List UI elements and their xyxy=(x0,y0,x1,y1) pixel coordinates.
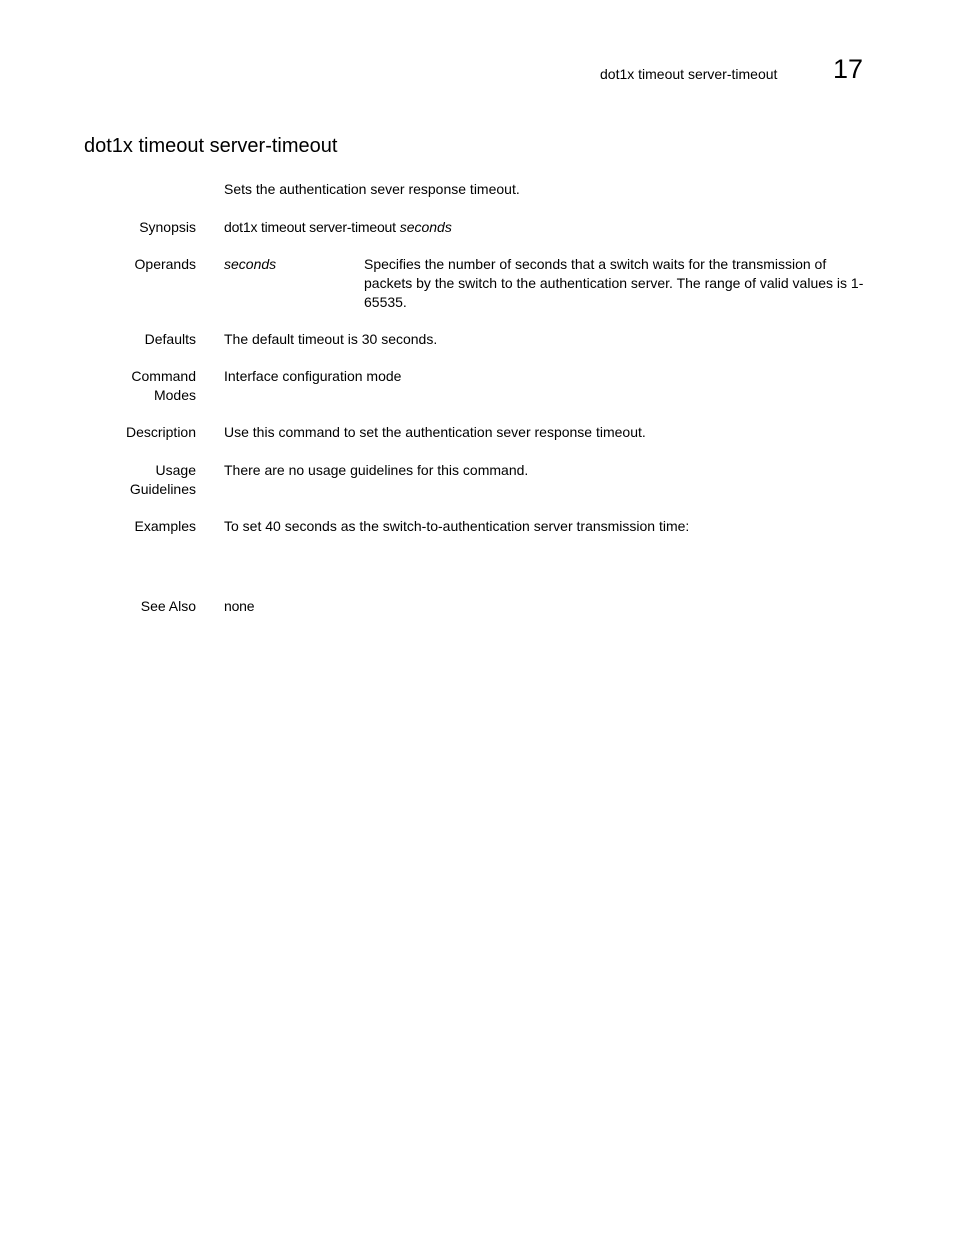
operand-name: seconds xyxy=(224,256,277,272)
page-title: dot1x timeout server-timeout xyxy=(84,135,338,157)
intro-text: Sets the authentication sever response timeout. xyxy=(224,181,520,197)
examples-text: To set 40 seconds as the switch-to-authentication server transmission time: xyxy=(224,518,690,534)
synopsis-label: Synopsis xyxy=(139,219,196,235)
defaults-text: The default timeout is 30 seconds. xyxy=(224,331,438,347)
usage-guidelines-label xyxy=(56,461,196,499)
command-modes-label xyxy=(56,367,196,405)
operands-label: Operands xyxy=(134,256,196,272)
usage-guidelines-label-line1: Usage xyxy=(155,462,196,478)
examples-label: Examples xyxy=(134,518,196,534)
see-also-label: See Also xyxy=(140,598,196,614)
command-modes-label-line1: Command xyxy=(131,368,196,384)
usage-guidelines-text: There are no usage guidelines for this command. xyxy=(224,462,529,478)
synopsis-body xyxy=(224,218,874,237)
operand-description: Specifies the number of seconds that a switch waits for the transmission of packets by the switch to the authentication server. The range of valid values is 1-65535. xyxy=(364,256,864,310)
command-modes-text: Interface configuration mode xyxy=(224,368,402,384)
chapter-number: 17 xyxy=(833,54,864,84)
running-title: dot1x timeout server-timeout xyxy=(600,66,778,82)
synopsis-command: dot1x timeout server-timeout xyxy=(224,219,396,235)
usage-guidelines-label-line2: Guidelines xyxy=(129,481,196,497)
running-header xyxy=(0,54,954,94)
see-also-text: none xyxy=(224,598,255,614)
command-modes-label-line2: Modes xyxy=(153,387,196,403)
synopsis-argument: seconds xyxy=(399,219,452,235)
defaults-label: Defaults xyxy=(144,331,196,347)
description-label: Description xyxy=(125,424,196,440)
description-text: Use this command to set the authentication sever response timeout. xyxy=(224,424,646,440)
